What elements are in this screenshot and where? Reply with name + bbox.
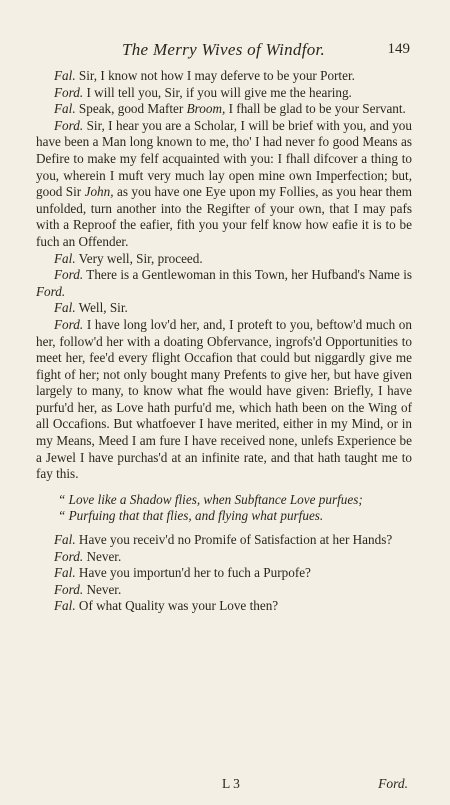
speaker-name: Fal. [54,598,76,614]
verse-quote [58,492,412,525]
speech-text: Speak, good Mafter [75,101,187,117]
dialogue-line [36,68,412,85]
page-header [36,40,412,64]
dialogue-line [36,118,412,251]
page-footer [36,776,412,794]
speaker-name: Ford. [54,548,84,564]
verse-line: “ Love like a Shadow flies, when Subftance Love purfues; [58,491,363,507]
speaker-name: Fal. [54,68,76,83]
dialogue-block-2 [36,532,412,615]
speech-text: Very well, Sir, proceed. [75,250,203,266]
speaker-name: Ford. [54,316,84,332]
dialogue-line [36,598,412,615]
speaker-name: Fal. [54,565,76,581]
dialogue-line [36,267,412,300]
dialogue-line [36,251,412,268]
dialogue-line [36,300,412,317]
speech-text: Never. [83,581,122,597]
italic-name: Broom, [186,101,226,117]
speech-text: I have long lov'd her, and, I proteft to you, beftow'd much on her, follow'd her with a doating Obfervance, ingrofs'd Opportunities to meet her, fee'd every flight Occafion that could but niggardly give me fight of her; not only bought many Prefents to give her, but have given largely to many, to know what fhe would have given: Briefly, I have purfu'd her, as Love hath purfu'd me, which hath been on the Wing of all Occafions. But whatfoever I have merited, either in my Mind, or in my Means, Meed I am fure I have received none, unlefs Experience be a Jewel I have purchas'd at an infinite rate, and that hath taught me to fay this. [36,316,412,482]
speech-text: Have you receiv'd no Promife of Satisfaction at her Hands? [75,532,393,548]
speech-text: Sir, I hear you are a Scholar, I will be brief with you, and you have been a Man long known to me, tho' I had never fo good Means as Defire to make my felf acquainted with you: I fhall difcover a thing to you, wherein I muft very much lay open mine own Imperfection; but, good Sir [36,117,412,200]
speech-text: There is a Gentlewoman in this Town, her Hufband's Name is [83,267,412,283]
dialogue-line [36,317,412,483]
dialogue-line [36,582,412,599]
speech-text: as you have one Eye upon my Follies, as you hear them unfolded, turn another into the Regifter of your own, that I may pafs with a Reproof the eafier, fith you your felf know how eafie it is to be fuch an Offender. [36,184,413,249]
dialogue-line [36,565,412,582]
dialogue-line [36,101,412,118]
dialogue-block [36,68,412,483]
italic-name: Ford. [36,283,66,299]
speaker-name: Fal. [54,250,76,266]
speech-text: Never. [83,548,122,564]
catchword: Ford. [378,776,408,791]
speech-text: Of what Quality was your Love then? [75,598,279,614]
signature-mark: L 3 [222,776,240,791]
speech-text: I will tell you, Sir, if you will give me the hearing. [83,84,352,100]
running-title: The Merry Wives of Windfor. [122,40,326,59]
italic-name: John, [84,184,114,200]
speech-text: I fhall be glad to be your Servant. [225,101,406,117]
dialogue-line [36,549,412,566]
speech-text: Sir, I know not how I may deferve to be your Porter. [75,68,355,83]
speech-text: Well, Sir. [75,300,128,316]
speech-text: Have you importun'd her to fuch a Purpofe? [75,565,311,581]
verse-line: “ Purfuing that that flies, and flying what purfues. [58,508,324,524]
page-number: 149 [387,41,410,57]
speaker-name: Ford. [54,117,84,133]
dialogue-line [36,532,412,549]
speaker-name: Ford. [54,581,84,597]
speaker-name: Fal. [54,532,76,548]
speaker-name: Fal. [54,300,76,316]
speaker-name: Ford. [54,267,84,283]
speaker-name: Fal. [54,101,76,117]
dialogue-line [36,85,412,102]
speaker-name: Ford. [54,84,84,100]
